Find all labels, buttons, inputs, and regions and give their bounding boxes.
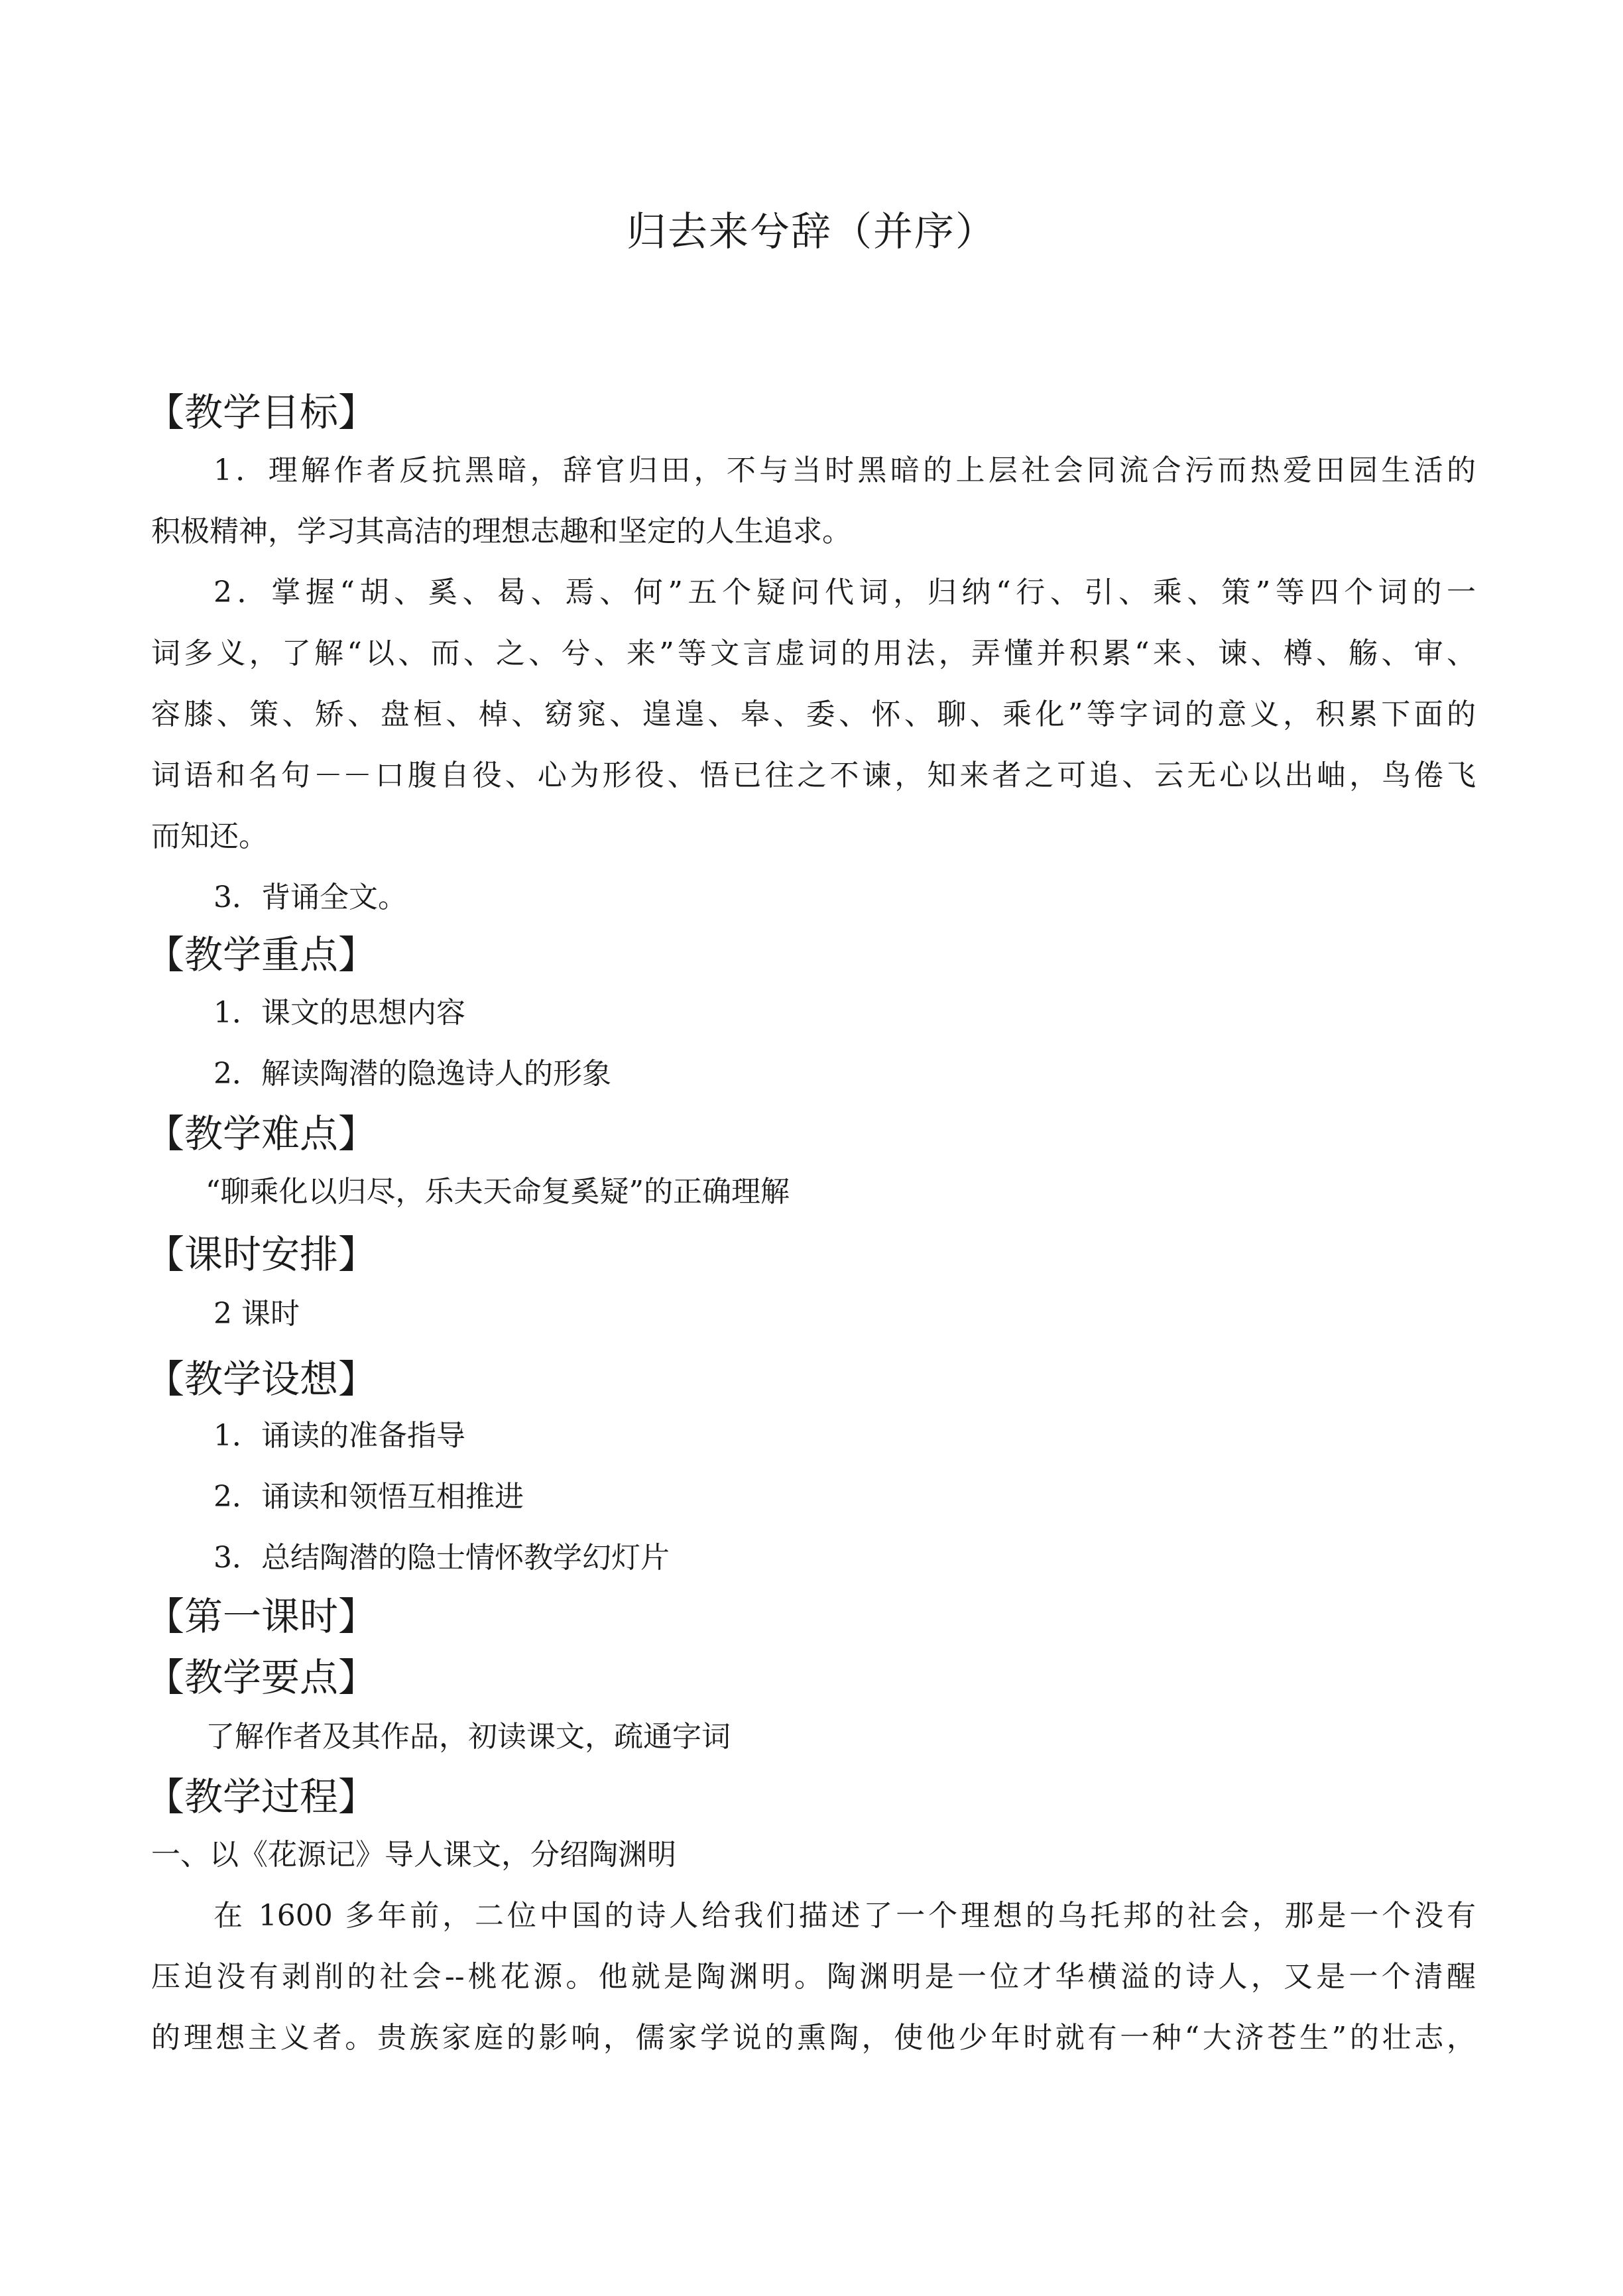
heading-key-points: 【教学重点】 [146,932,377,977]
heading-schedule: 【课时安排】 [146,1232,377,1277]
process-paragraph-line-3: 的理想主义者。贵族家庭的影响，儒家学说的熏陶，使他少年时就有一种“大济苍生”的壮志， [151,2021,1476,2055]
objective-1-line-1: 1．理解作者反抗黑暗，辞官归田，不与当时黑暗的上层社会同流合污而热爱田园生活的 [213,453,1476,487]
objective-2-line-3: 容膝、策、矫、盘桓、棹、窈窕、遑遑、皋、委、怀、聊、乘化”等字词的意义，积累下面的 [151,697,1476,731]
heading-difficulties: 【教学难点】 [146,1111,377,1156]
lesson-points-text: 了解作者及其作品，初读课文，疏通字词 [206,1720,731,1754]
key-point-1: 1．课文的思想内容 [213,996,465,1030]
objective-3: 3．背诵全文。 [213,880,407,914]
design-3: 3．总结陶潜的隐士情怀教学幻灯片 [213,1541,670,1575]
design-2: 2．诵读和领悟互相推进 [213,1480,524,1514]
heading-process: 【教学过程】 [146,1774,377,1819]
objective-2-line-1: 2．掌握“胡、奚、曷、焉、何”五个疑问代词，归纳“行、引、乘、策”等四个词的一 [213,575,1476,609]
schedule-text: 2 课时 [213,1297,300,1331]
heading-design: 【教学设想】 [146,1357,377,1402]
key-point-2: 2．解读陶潜的隐逸诗人的形象 [213,1057,611,1091]
page-title: 归去来兮辞（并序） [627,209,996,255]
design-1: 1．诵读的准备指导 [213,1419,465,1453]
process-paragraph-line-2: 压迫没有剥削的社会--桃花源。他就是陶渊明。陶渊明是一位才华横溢的诗人，又是一个清醒 [151,1960,1476,1994]
heading-lesson-points: 【教学要点】 [146,1655,377,1700]
objective-2-line-2: 词多义，了解“以、而、之、兮、来”等文言虚词的用法，弄懂并积累“来、谏、樽、觞、审、 [151,636,1476,670]
heading-objectives: 【教学目标】 [146,390,377,435]
process-paragraph-line-1: 在 1600 多年前，二位中国的诗人给我们描述了一个理想的乌托邦的社会，那是一个没有 [213,1899,1476,1933]
heading-first-lesson: 【第一课时】 [146,1594,377,1639]
process-step-1: 一、以《花源记》导人课文，分绍陶渊明 [151,1838,676,1872]
objective-1-line-2: 积极精神，学习其高洁的理想志趣和坚定的人生追求。 [151,514,851,548]
objective-2-line-5: 而知还。 [151,819,268,853]
objective-2-line-4: 词语和名句－－口腹自役、心为形役、悟已往之不谏，知来者之可追、云无心以出岫，鸟倦飞 [151,758,1476,792]
difficulty-text: “聊乘化以归尽，乐夫天命复奚疑”的正确理解 [206,1175,790,1209]
